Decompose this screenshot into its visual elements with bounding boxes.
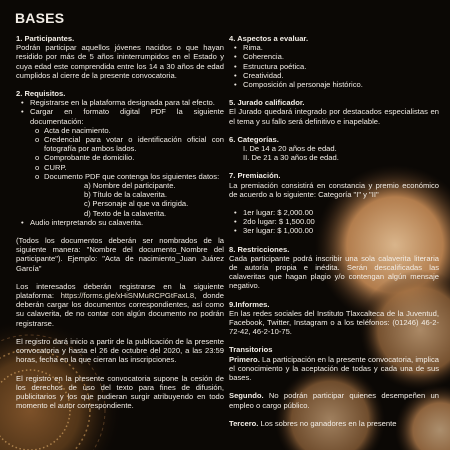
document-item: o Credencial para votar o identificación oficial con fotografía por ambos lados. — [44, 135, 224, 153]
section-informes — [229, 300, 439, 337]
transitorio-segundo — [229, 391, 439, 409]
section-text: El Jurado quedará integrado por destacados especialistas en el tema y su fallo será definitivo e inapelable. — [229, 107, 439, 126]
section-title: 2. Requisitos. — [16, 89, 66, 99]
naming-note: (Todos los documentos deberán ser nombrados de la siguiente manera: "Nombre del documento_Nombre del participante"). Ejemplo: "Acta de nacimiento_Juan Juárez García" — [16, 236, 224, 273]
section-title: 9.Informes. — [229, 299, 270, 309]
dato-item: c) Personaje al que va dirigida. — [84, 199, 189, 209]
section-title: 6. Categorías. — [229, 134, 279, 144]
transitorio-text: La participación en la presente convocatoria, implica el conocimiento y la aceptación de todas y cada una de sus bases. — [229, 354, 439, 383]
left-column — [16, 34, 224, 410]
audio-list — [16, 218, 224, 227]
list-item-text: Cargar en formato digital PDF la siguiente documentación: — [30, 107, 224, 126]
transitorio-label: Segundo. — [229, 391, 264, 401]
list-item: • Coherencia. — [243, 52, 439, 61]
document-item-text: Documento PDF que contenga los siguientes datos: — [44, 171, 220, 181]
document-item — [44, 172, 224, 181]
section-title: 4. Aspectos a evaluar. — [229, 34, 309, 43]
list-item: • Composición al personaje histórico. — [243, 80, 439, 89]
section-participantes — [16, 34, 224, 80]
section-title: 5. Jurado calificador. — [229, 98, 305, 108]
list-item: • Estructura poética. — [243, 62, 439, 71]
document-item: o Comprobante de domicilio. — [44, 153, 224, 162]
section-categorias — [229, 135, 439, 163]
registration-pre: Los interesados deberán registrarse en la siguiente plataforma: — [16, 281, 224, 301]
list-item: I. De 14 a 20 años de edad. — [243, 144, 337, 154]
section-title: Transitorios — [229, 345, 273, 355]
transitorio-text: No podrán participar quienes desempeñen un empleo o cargo público. — [229, 391, 439, 410]
requisitos-list — [16, 98, 224, 181]
categorias-list — [229, 144, 439, 162]
section-text: En las redes sociales del Instituto Tlaxcalteca de la Juventud, Facebook, Twitter, Instagram o a los teléfonos: (01246) 46-2-72-42, 46-2-10-75. — [229, 308, 439, 337]
section-title: 1. Participantes. — [16, 34, 75, 43]
premios-list — [229, 208, 439, 236]
list-item: II. De 21 a 30 años de edad. — [243, 153, 339, 163]
section-text: Podrán participar aquellos jóvenes nacidos o que hayan residido por más de 5 años ininterrumpidos en el Estado y cuya edad este comprendida entre los 14 a 30 años de edad cumplidos al cierre de la presente convocatoria. — [16, 43, 224, 80]
list-item: • Registrarse en la plataforma designada para tal efecto. — [30, 98, 224, 107]
registration-link[interactable]: https://forms.gle/xHiSNMuRCPGtFaxL8 — [60, 291, 195, 301]
section-jurado — [229, 98, 439, 126]
section-requisitos — [16, 89, 224, 227]
section-restricciones — [229, 245, 439, 291]
section-aspectos — [229, 34, 439, 89]
list-item: • Rima. — [243, 43, 439, 52]
transitorio-label: Primero. — [229, 354, 260, 364]
transitorio-tercero — [229, 419, 439, 428]
dato-item: a) Nombre del participante. — [84, 181, 176, 191]
transitorio-label: Tercero. — [229, 418, 259, 428]
list-item: • Audio interpretando su calaverita. — [30, 218, 224, 227]
section-title: 7. Premiación. — [229, 171, 281, 181]
aspectos-list — [229, 43, 439, 89]
dato-item: b) Título de la calaverita. — [84, 190, 168, 200]
list-item — [30, 107, 224, 181]
section-text: Cada participante podrá inscribir una sola calaverita literaria de autoría propia e inédita. Serán descalificadas las calaveritas que hagan plagio y/o contengan algún mensaje negativo. — [229, 253, 439, 291]
list-item: • 3er lugar: $ 1,000.00 — [243, 226, 439, 235]
section-title: 8. Restricciones. — [229, 244, 290, 254]
document-item: o Acta de nacimiento. — [44, 126, 224, 135]
registration-post: , donde deberán cargar los documentos correspondientes, así como su calaverita, de no contar con algún documento no podrán registrarse. — [16, 291, 224, 328]
document-item: o CURP. — [44, 163, 224, 172]
transitorio-primero — [229, 355, 439, 383]
page-title: BASES — [15, 10, 65, 26]
dato-item: d) Texto de la calaverita. — [84, 208, 167, 218]
rights-text: El registro en la presente convocatoria supone la cesión de los derechos de uso del texto para fines de difusión, publicitarios y los que pudieran surgir atribuyendo en todo momento el autor correspondiente. — [16, 373, 224, 411]
section-text: La premiación consistirá en constancia y premio económico de acuerdo a lo siguiente: Categoría "I" y "II" — [229, 180, 439, 199]
list-item: • Creatividad. — [243, 71, 439, 80]
section-transitorios — [229, 345, 439, 427]
list-item: • 2do lugar: $ 1,500.00 — [243, 217, 439, 226]
list-item: • 1er lugar: $ 2,000.00 — [243, 208, 439, 217]
datos-list — [16, 181, 224, 218]
registration-period: El registro dará inicio a partir de la publicación de la presente convocatoria y hasta el 26 de octubre del 2020, a las 23:59 horas, fecha en la que cierran las inscripciones. — [16, 336, 224, 365]
registration-text — [16, 282, 224, 328]
right-column — [229, 34, 439, 437]
transitorio-text: Los sobres no ganadores en la presente — [258, 418, 397, 428]
section-premiacion — [229, 171, 439, 235]
documents-list — [30, 126, 224, 181]
